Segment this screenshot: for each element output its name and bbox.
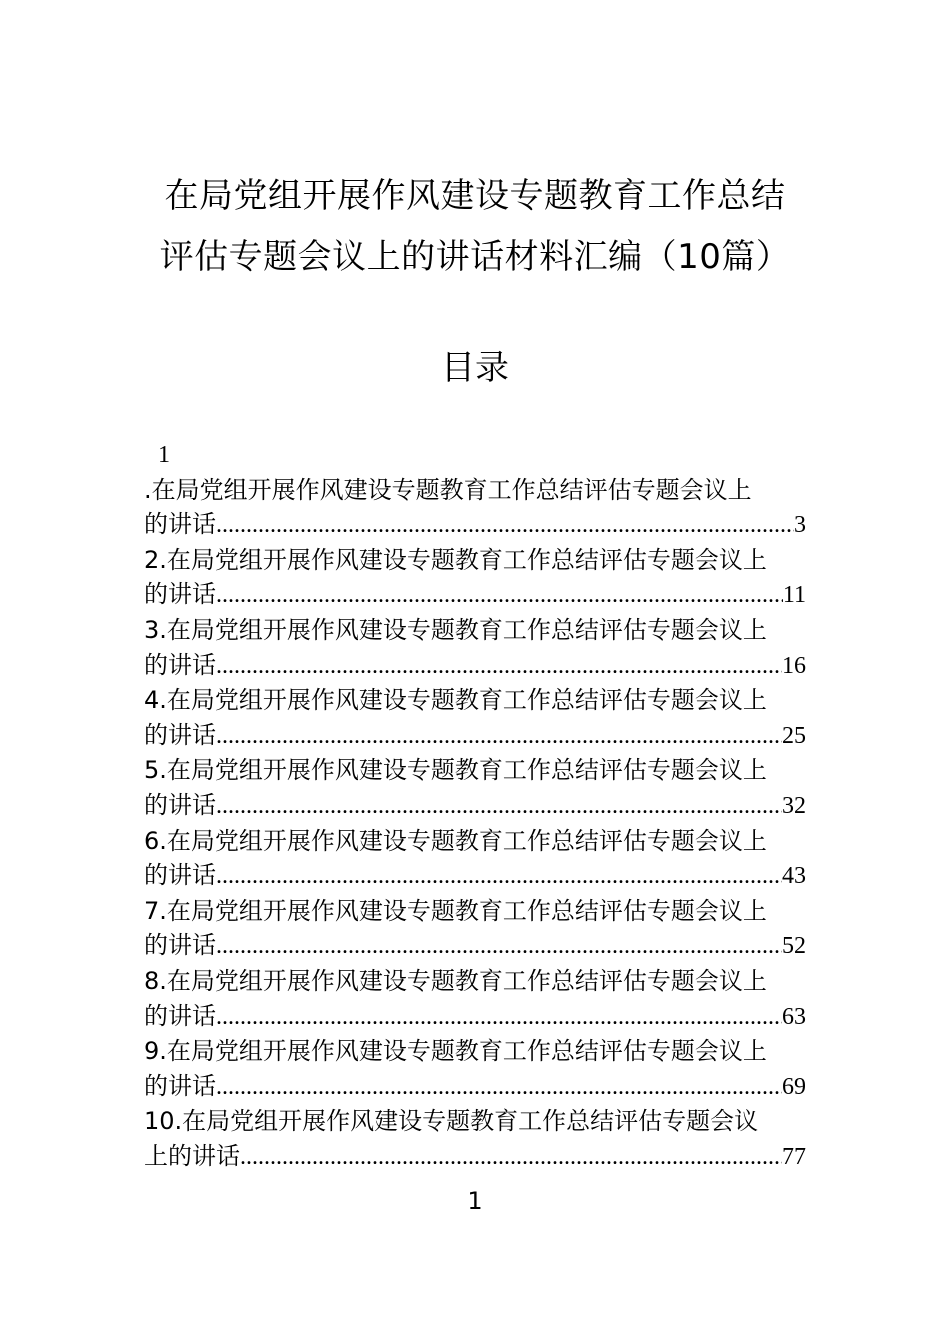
toc-heading: 目录 (441, 348, 509, 388)
toc-entry[interactable] (144, 683, 806, 753)
toc-entry[interactable] (144, 824, 806, 894)
toc-entry-page-number: 63 (782, 1003, 806, 1030)
toc-entry-title-continued: 的讲话 (144, 1071, 216, 1100)
toc-entry-title: 2.在局党组开展作风建设专题教育工作总结评估专题会议上 (144, 545, 767, 574)
dot-leader (216, 859, 782, 894)
toc-entry-title: 6.在局党组开展作风建设专题教育工作总结评估专题会议上 (144, 826, 767, 855)
toc-entry-page-number: 11 (782, 582, 806, 609)
dot-leader (216, 649, 782, 684)
toc-entry-title-continued: 的讲话 (144, 650, 216, 679)
toc-entry-page-number: 52 (782, 933, 806, 960)
toc-entry-leader-line (144, 1069, 806, 1105)
toc-entry[interactable] (144, 613, 806, 683)
dot-leader (216, 508, 794, 543)
toc-entry-leader-line (144, 507, 806, 543)
dot-leader (216, 578, 783, 613)
dot-leader (240, 1140, 782, 1175)
toc-entry-title-continued: 的讲话 (144, 931, 216, 960)
dot-leader (216, 929, 782, 964)
toc-entry[interactable] (144, 1104, 806, 1174)
toc-entry-page-number: 69 (782, 1073, 806, 1100)
toc-entry-number: 1 (158, 442, 170, 468)
dot-leader (216, 1000, 782, 1035)
toc-entry-title-continued: 的讲话 (144, 790, 216, 819)
toc-entry-title-continued: 的讲话 (144, 1001, 216, 1030)
dot-leader (216, 789, 782, 824)
dot-leader (216, 719, 782, 754)
toc-entry[interactable] (144, 543, 806, 613)
toc-entry-leader-line (144, 648, 806, 684)
toc-entry-leader-line (144, 999, 806, 1035)
toc-entry-title-continued: 的讲话 (144, 720, 216, 749)
toc-entry[interactable] (144, 964, 806, 1034)
toc-entry[interactable] (144, 753, 806, 823)
toc-entry[interactable] (144, 1034, 806, 1104)
toc-entry-page-number: 25 (782, 722, 806, 749)
toc-entry-title: .在局党组开展作风建设专题教育工作总结评估专题会议上 (144, 475, 752, 504)
toc-entry-title: 9.在局党组开展作风建设专题教育工作总结评估专题会议上 (144, 1037, 767, 1066)
toc-entry-leader-line (144, 858, 806, 894)
toc-entry-title: 7.在局党组开展作风建设专题教育工作总结评估专题会议上 (144, 896, 767, 925)
dot-leader (216, 1070, 782, 1105)
toc-entry-title: 4.在局党组开展作风建设专题教育工作总结评估专题会议上 (144, 686, 767, 715)
toc-entry-title-continued: 的讲话 (144, 861, 216, 890)
toc-entry[interactable] (144, 438, 806, 543)
toc-entry[interactable] (144, 894, 806, 964)
toc-entry-page-number: 43 (782, 863, 806, 890)
toc-entry-title: 8.在局党组开展作风建设专题教育工作总结评估专题会议上 (144, 966, 767, 995)
toc-entry-page-number: 77 (782, 1143, 806, 1170)
toc-entry-title-continued: 的讲话 (144, 580, 216, 609)
toc-entry-page-number: 3 (794, 512, 806, 539)
toc-entry-leader-line (144, 1139, 806, 1175)
toc-entry-title: 5.在局党组开展作风建设专题教育工作总结评估专题会议上 (144, 756, 767, 785)
toc-entry-leader-line (144, 577, 806, 613)
toc-entry-title: 3.在局党组开展作风建设专题教育工作总结评估专题会议上 (144, 615, 767, 644)
toc-entry-title: 10.在局党组开展作风建设专题教育工作总结评估专题会议 (144, 1107, 759, 1136)
toc-entry-leader-line (144, 928, 806, 964)
table-of-contents (144, 438, 806, 1174)
title-line-2: 评估专题会议上的讲话材料汇编（10篇） (159, 237, 791, 277)
title-line-1: 在局党组开展作风建设专题教育工作总结 (164, 176, 786, 216)
toc-entry-title-continued: 上的讲话 (144, 1141, 240, 1170)
document-title (140, 166, 810, 288)
toc-entry-page-number: 32 (782, 792, 806, 819)
page-number-footer: 1 (467, 1187, 483, 1215)
toc-entry-title-continued: 的讲话 (144, 510, 216, 539)
toc-entry-leader-line (144, 718, 806, 754)
toc-entry-page-number: 16 (782, 652, 806, 679)
toc-entry-leader-line (144, 788, 806, 824)
